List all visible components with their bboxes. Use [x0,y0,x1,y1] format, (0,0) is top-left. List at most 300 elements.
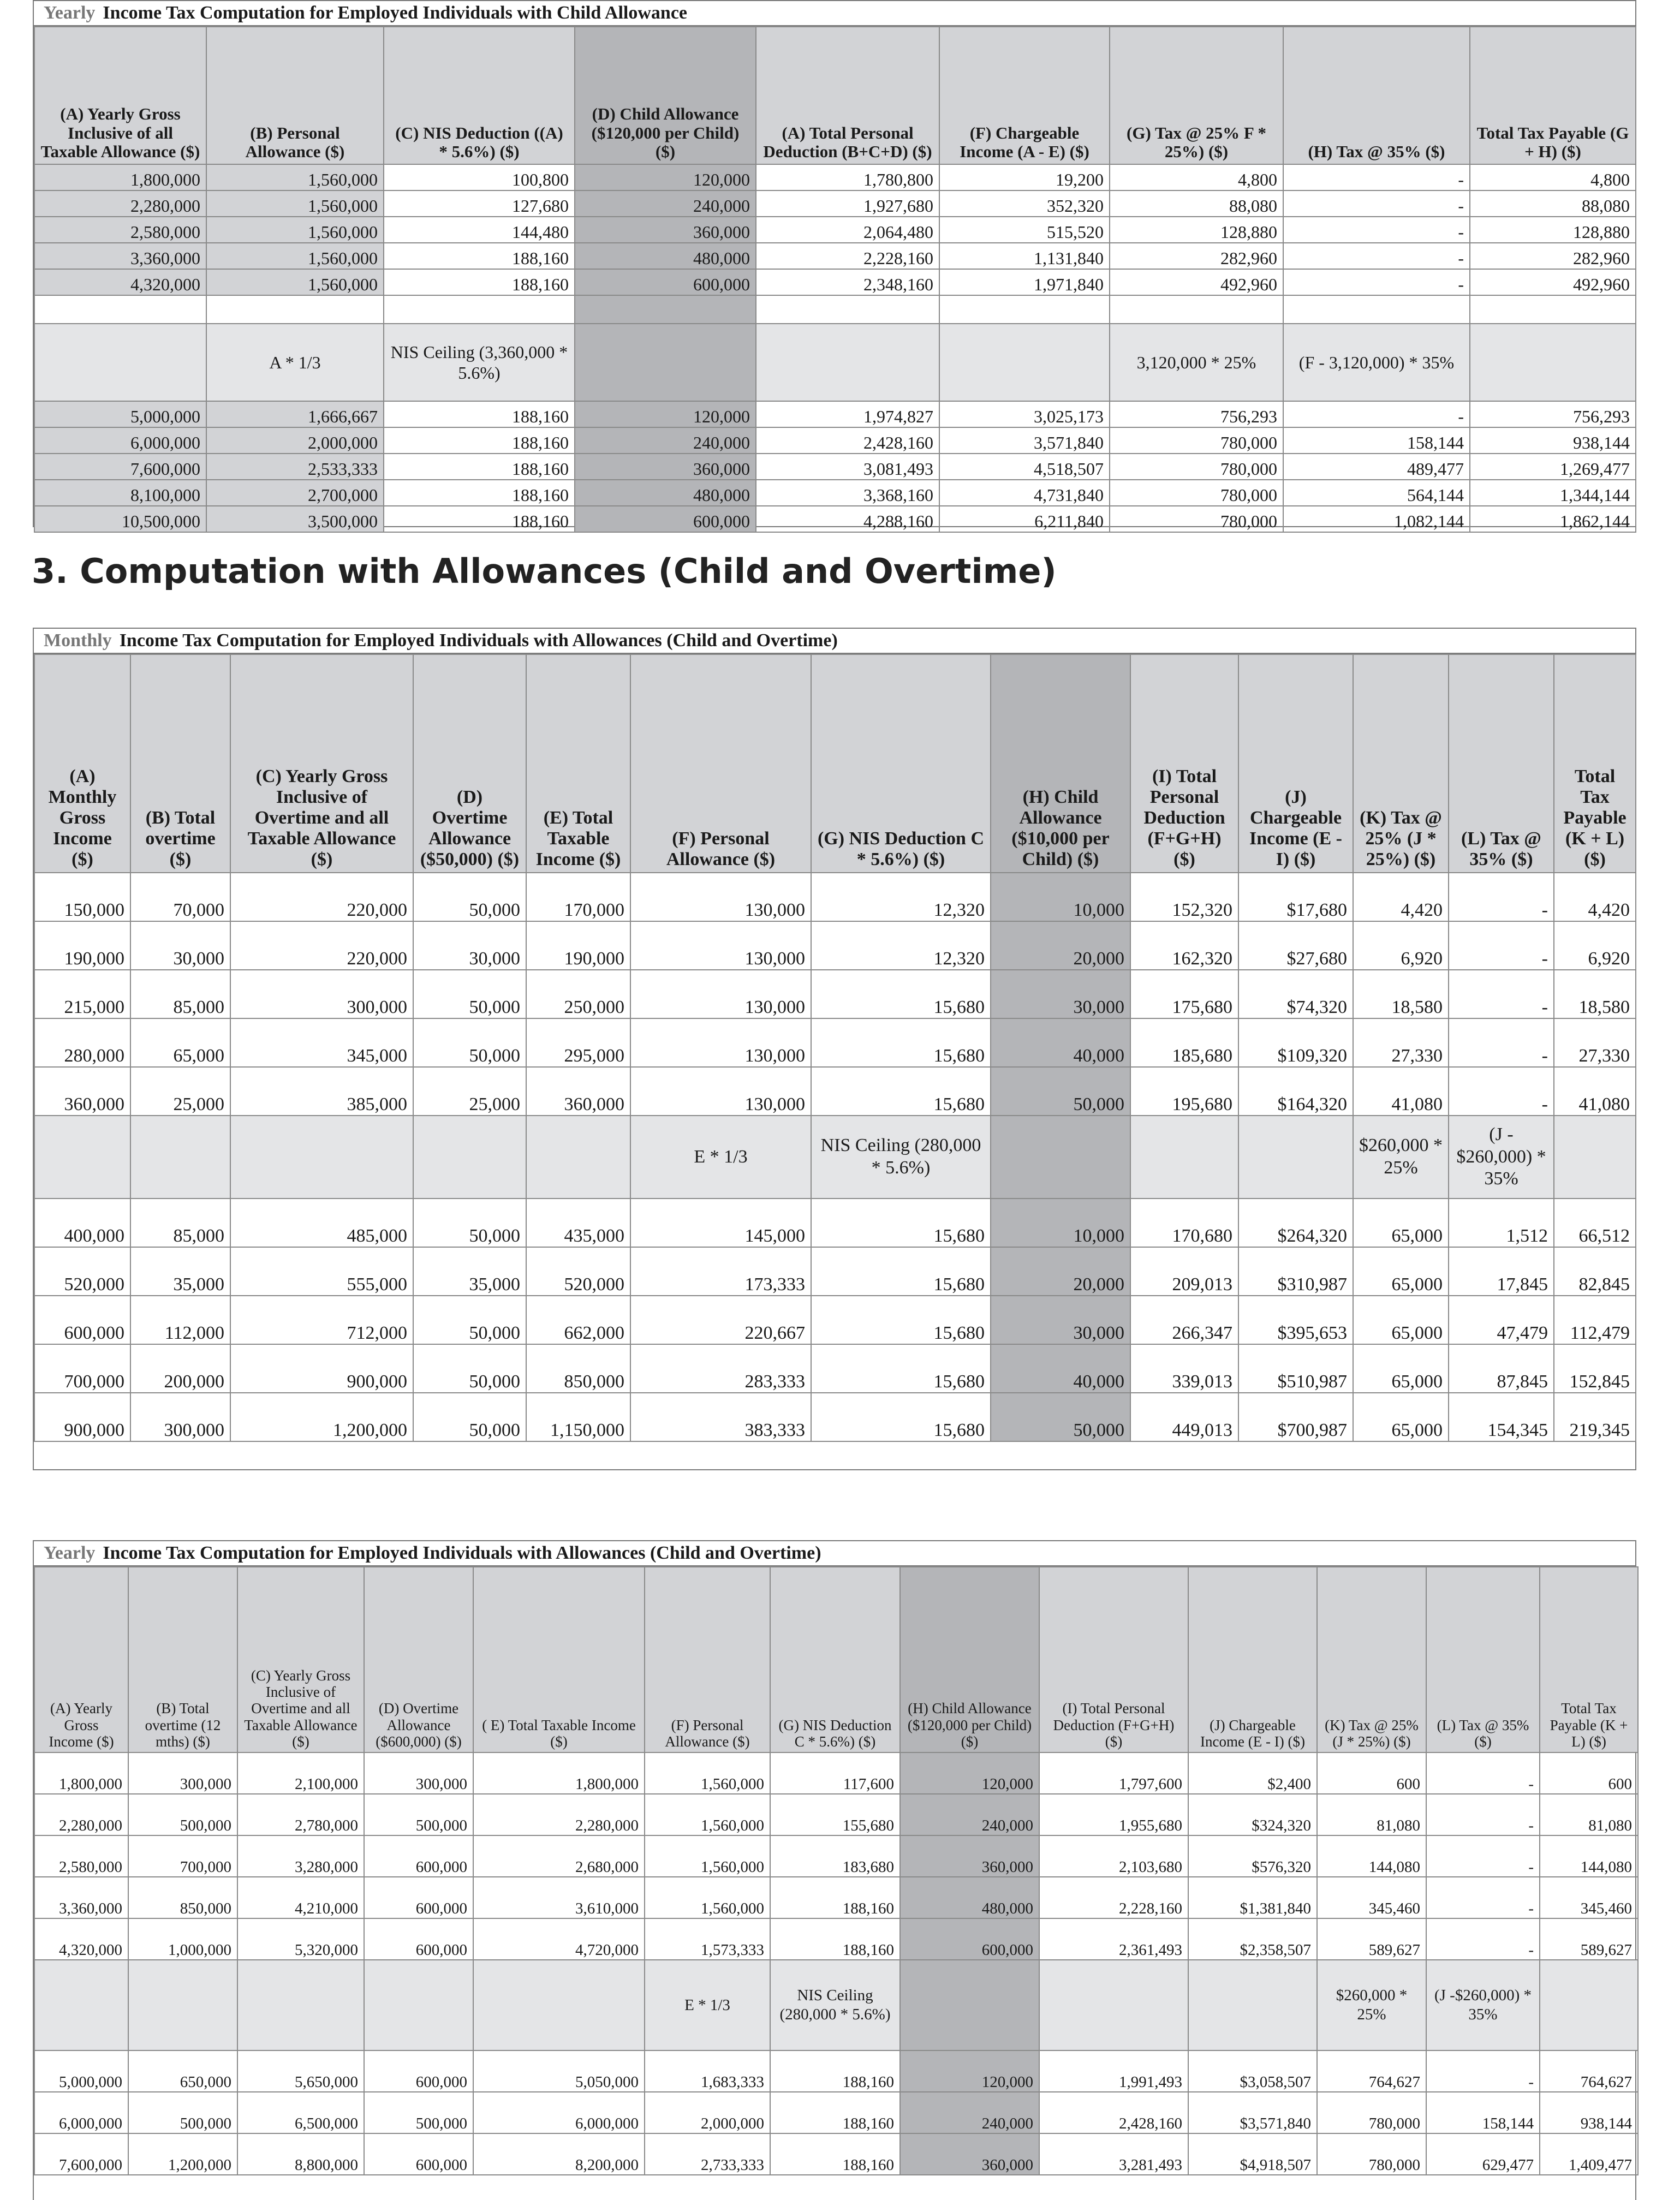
table-cell: 489,477 [1283,454,1470,480]
table-cell: 5,320,000 [237,1918,364,1960]
table-cell: 1,000,000 [128,1918,237,1960]
table-cell: 756,293 [1470,401,1636,427]
table-cell: 2,228,160 [756,243,939,269]
table-cell: 764,627 [1540,2050,1638,2092]
table-cell: 600,000 [364,2050,473,2092]
table-cell: 87,845 [1449,1344,1554,1393]
table-cell: 4,420 [1554,873,1636,921]
table-cell: - [1283,243,1470,269]
table-cell: 8,100,000 [34,480,206,506]
table-cell: 282,960 [1110,243,1283,269]
table-row [34,1067,1636,1116]
header-row [34,27,1636,164]
table-cell: 1,560,000 [645,1835,770,1877]
table-cell: 2,680,000 [473,1835,645,1877]
table-cell: 6,920 [1554,921,1636,970]
spacer-cell [384,295,575,324]
table-cell: 3,281,493 [1039,2133,1188,2175]
table-cell: 154,345 [1449,1393,1554,1441]
table-row [34,1247,1636,1296]
column-header: (H) Tax @ 35% ($) [1283,27,1470,164]
table-cell: 250,000 [526,970,630,1018]
table-row [34,1296,1636,1344]
table-cell: 780,000 [1110,480,1283,506]
table-cell: 65,000 [1353,1344,1449,1393]
table-row [34,970,1636,1018]
table-cell: 30,000 [130,921,230,970]
table-cell: 1,573,333 [645,1918,770,1960]
table-cell: 188,160 [384,454,575,480]
column-header: (G) NIS Deduction C * 5.6%) ($) [811,654,991,873]
table-cell: 25,000 [413,1067,526,1116]
table-cell: 10,000 [991,1199,1130,1247]
table-row [34,2092,1638,2133]
table-row [34,506,1636,532]
formula-cell: (F - 3,120,000) * 35% [1283,324,1470,401]
table-cell: 41,080 [1554,1067,1636,1116]
table-cell: 1,800,000 [34,1752,128,1794]
table-cell: 2,280,000 [34,190,206,217]
formula-cell [939,324,1110,401]
table-cell: 1,409,477 [1540,2133,1638,2175]
table-cell: 2,100,000 [237,1752,364,1794]
table-cell: 1,971,840 [939,269,1110,295]
table-cell: 780,000 [1110,427,1283,454]
formula-cell [34,1960,128,2050]
table-cell: $395,653 [1238,1296,1353,1344]
table-cell: 764,627 [1317,2050,1426,2092]
table-cell: 300,000 [130,1393,230,1441]
table-cell: 19,200 [939,164,1110,190]
table-title: Income Tax Computation for Employed Individuals with Child Allowance [103,3,688,23]
table-cell: 780,000 [1317,2133,1426,2175]
formula-cell: (J -$260,000) * 35% [1426,1960,1540,2050]
formula-cell [991,1116,1130,1199]
table-cell: 780,000 [1110,506,1283,532]
table-cell: 50,000 [413,873,526,921]
table-cell: 2,733,333 [645,2133,770,2175]
column-header: (D) Overtime Allowance ($600,000) ($) [364,1567,473,1752]
table-cell: 5,650,000 [237,2050,364,2092]
table-cell: 240,000 [575,427,756,454]
table-row [34,1344,1636,1393]
table-cell: 3,571,840 [939,427,1110,454]
column-header: (C) NIS Deduction ((A) * 5.6%) ($) [384,27,575,164]
table-cell: 7,600,000 [34,2133,128,2175]
table-cell: 50,000 [413,970,526,1018]
table-cell: 485,000 [230,1199,413,1247]
table-caption [34,1,1635,26]
formula-cell [1554,1116,1636,1199]
formula-cell [237,1960,364,2050]
table-cell: 492,960 [1110,269,1283,295]
column-header: (K) Tax @ 25% (J * 25%) ($) [1353,654,1449,873]
table-cell: 1,344,144 [1470,480,1636,506]
table-cell: 162,320 [1130,921,1238,970]
table-cell: 4,800 [1470,164,1636,190]
table-cell: 4,420 [1353,873,1449,921]
formula-cell [34,324,206,401]
table-cell: 30,000 [991,1296,1130,1344]
table-cell: 780,000 [1317,2092,1426,2133]
table-cell: 4,518,507 [939,454,1110,480]
spacer-cell [939,295,1110,324]
table-cell: $74,320 [1238,970,1353,1018]
formula-cell: E * 1/3 [645,1960,770,2050]
table-cell: 20,000 [991,1247,1130,1296]
table-cell: 2,361,493 [1039,1918,1188,1960]
table-cell: 2,580,000 [34,1835,128,1877]
table-cell: 300,000 [128,1752,237,1794]
formula-cell [413,1116,526,1199]
table-cell: 12,320 [811,873,991,921]
table-cell: 85,000 [130,1199,230,1247]
table-cell: 190,000 [526,921,630,970]
table-cell: 700,000 [34,1344,130,1393]
column-header: (H) Child Allowance ($10,000 per Child) ($) [991,654,1130,873]
table-cell: 240,000 [900,2092,1039,2133]
table-cell: 188,160 [770,1918,900,1960]
table-cell: 589,627 [1317,1918,1426,1960]
formula-cell [364,1960,473,2050]
formula-cell: A * 1/3 [206,324,384,401]
table-cell: 30,000 [991,970,1130,1018]
table-row [34,2133,1638,2175]
spacer-cell [34,295,206,324]
column-header: (D) Overtime Allowance ($50,000) ($) [413,654,526,873]
table-cell: 900,000 [34,1393,130,1441]
table-cell: $2,358,507 [1188,1918,1317,1960]
table-cell: 383,333 [630,1393,811,1441]
column-header: (B) Total overtime ($) [130,654,230,873]
table-cell: 850,000 [128,1877,237,1918]
table-cell: 1,800,000 [34,164,206,190]
table-cell: 130,000 [630,1067,811,1116]
table-cell: 3,360,000 [34,243,206,269]
table-cell: 282,960 [1470,243,1636,269]
table-cell: 2,228,160 [1039,1877,1188,1918]
table-cell: $3,571,840 [1188,2092,1317,2133]
table-row [34,454,1636,480]
table-cell: 240,000 [575,190,756,217]
table-row [34,1393,1636,1441]
table-cell: 128,880 [1110,217,1283,243]
spacer-cell [206,295,384,324]
column-header: (I) Total Personal Deduction (F+G+H) ($) [1039,1567,1188,1752]
table-cell: 1,560,000 [206,269,384,295]
table-cell: 2,064,480 [756,217,939,243]
table-cell: 2,348,160 [756,269,939,295]
table-cell: 120,000 [900,1752,1039,1794]
formula-cell [1039,1960,1188,2050]
formula-cell: (J - $260,000) * 35% [1449,1116,1554,1199]
table-cell: 3,500,000 [206,506,384,532]
table-cell: 112,000 [130,1296,230,1344]
table-cell: 4,210,000 [237,1877,364,1918]
table-cell: 175,680 [1130,970,1238,1018]
table-cell: 339,013 [1130,1344,1238,1393]
table-cell: 27,330 [1554,1018,1636,1067]
table-cell: $164,320 [1238,1067,1353,1116]
table-cell: 120,000 [575,164,756,190]
table-row [34,164,1636,190]
table-cell: 220,667 [630,1296,811,1344]
table-cell: 190,000 [34,921,130,970]
table-cell: 158,144 [1283,427,1470,454]
table-cell: 25,000 [130,1067,230,1116]
table-cell: 2,428,160 [1039,2092,1188,2133]
formula-cell [575,324,756,401]
table-cell: 1,955,680 [1039,1794,1188,1835]
table-cell: 6,000,000 [473,2092,645,2133]
table-cell: 50,000 [991,1393,1130,1441]
table-cell: 65,000 [1353,1247,1449,1296]
table-cell: $576,320 [1188,1835,1317,1877]
table-row [34,269,1636,295]
table-cell: - [1449,873,1554,921]
column-header: (D) Child Allowance ($120,000 per Child) ($) [575,27,756,164]
table-cell: 295,000 [526,1018,630,1067]
table-cell: - [1449,970,1554,1018]
column-header: (C) Yearly Gross Inclusive of Overtime and all Taxable Allowance ($) [230,654,413,873]
table-cell: 5,000,000 [34,401,206,427]
table-cell: 1,512 [1449,1199,1554,1247]
table-cell: 65,000 [1353,1199,1449,1247]
table-cell: 600,000 [900,1918,1039,1960]
formula-cell [473,1960,645,2050]
table-period: Yearly [44,3,96,23]
table-cell: 360,000 [34,1067,130,1116]
table-cell: 88,080 [1110,190,1283,217]
table-cell: 629,477 [1426,2133,1540,2175]
table-cell: 6,920 [1353,921,1449,970]
spacer-cell [1470,295,1636,324]
table-cell: 215,000 [34,970,130,1018]
table-cell: 500,000 [128,1794,237,1835]
table-cell: 15,680 [811,1344,991,1393]
table-row [34,480,1636,506]
table-cell: 188,160 [384,269,575,295]
table-row [34,2050,1638,2092]
table-cell: 65,000 [1353,1296,1449,1344]
table-cell: 1,269,477 [1470,454,1636,480]
column-header: (L) Tax @ 35% ($) [1426,1567,1540,1752]
table-cell: 266,347 [1130,1296,1238,1344]
formula-cell [34,1116,130,1199]
table-cell: $510,987 [1238,1344,1353,1393]
table-cell: 117,600 [770,1752,900,1794]
table-cell: 300,000 [364,1752,473,1794]
table-cell: $2,400 [1188,1752,1317,1794]
table-cell: 15,680 [811,1296,991,1344]
table-cell: 500,000 [364,1794,473,1835]
table-cell: 188,160 [770,1877,900,1918]
table-cell: 152,320 [1130,873,1238,921]
table-cell: 155,680 [770,1794,900,1835]
formula-cell [526,1116,630,1199]
table-row [34,1199,1636,1247]
table-cell: 480,000 [575,243,756,269]
table-cell: $3,058,507 [1188,2050,1317,2092]
table-cell: 15,680 [811,1393,991,1441]
column-header: (A) Yearly Gross Inclusive of all Taxable Allowance ($) [34,27,206,164]
table-cell: 35,000 [413,1247,526,1296]
table-cell: 600,000 [575,269,756,295]
table-cell: 589,627 [1540,1918,1638,1960]
table-cell: 600,000 [364,1918,473,1960]
table-cell: 555,000 [230,1247,413,1296]
table-cell: 220,000 [230,873,413,921]
column-header: (E) Total Taxable Income ($) [526,654,630,873]
table-cell: 1,560,000 [206,217,384,243]
table-row [34,1877,1638,1918]
table-cell: $264,320 [1238,1199,1353,1247]
table-cell: 2,103,680 [1039,1835,1188,1877]
table-cell: 520,000 [526,1247,630,1296]
table-cell: 144,480 [384,217,575,243]
table-cell: 85,000 [130,970,230,1018]
table-cell: 360,000 [900,2133,1039,2175]
table-cell: 8,800,000 [237,2133,364,2175]
table-cell: 3,368,160 [756,480,939,506]
table-cell: 3,025,173 [939,401,1110,427]
formula-cell [1188,1960,1317,2050]
table-cell: 1,560,000 [645,1877,770,1918]
table-cell: 3,081,493 [756,454,939,480]
table-cell: 345,000 [230,1018,413,1067]
table-cell: - [1449,1067,1554,1116]
table-cell: 188,160 [770,2092,900,2133]
table-cell: 40,000 [991,1344,1130,1393]
table-cell: 2,280,000 [34,1794,128,1835]
table-cell: 1,991,493 [1039,2050,1188,2092]
table-cell: 3,280,000 [237,1835,364,1877]
table-cell: 650,000 [128,2050,237,2092]
table-cell: 2,280,000 [473,1794,645,1835]
table-cell: $109,320 [1238,1018,1353,1067]
table-caption [34,1541,1635,1566]
table-cell: 41,080 [1353,1067,1449,1116]
table-cell: 40,000 [991,1018,1130,1067]
column-header: (B) Total overtime (12 mths) ($) [128,1567,237,1752]
table-cell: 170,680 [1130,1199,1238,1247]
table-cell: 195,680 [1130,1067,1238,1116]
table-cell: 1,131,840 [939,243,1110,269]
table-cell: 2,780,000 [237,1794,364,1835]
table-cell: 70,000 [130,873,230,921]
table-cell: 15,680 [811,1199,991,1247]
data-table [34,1566,1639,2175]
formula-cell [1470,324,1636,401]
table-cell: 360,000 [526,1067,630,1116]
table-period: Yearly [44,1543,96,1563]
table-cell: 850,000 [526,1344,630,1393]
table-row [34,217,1636,243]
table-cell: 188,160 [770,2133,900,2175]
table-cell: 30,000 [413,921,526,970]
data-table [34,654,1636,1442]
table-cell: 2,580,000 [34,217,206,243]
table-cell: $17,680 [1238,873,1353,921]
table-cell: 112,479 [1554,1296,1636,1344]
formula-cell: 3,120,000 * 25% [1110,324,1283,401]
table-cell: 5,000,000 [34,2050,128,2092]
table-cell: 130,000 [630,1018,811,1067]
table-cell: 88,080 [1470,190,1636,217]
formula-cell: NIS Ceiling (3,360,000 * 5.6%) [384,324,575,401]
formula-row [34,324,1636,401]
table-cell: 600,000 [364,2133,473,2175]
table-row [34,1835,1638,1877]
column-header: (K) Tax @ 25% (J * 25%) ($) [1317,1567,1426,1752]
table-row [34,873,1636,921]
formula-cell: NIS Ceiling (280,000 * 5.6%) [770,1960,900,2050]
table-cell: 6,211,840 [939,506,1110,532]
table-cell: 152,845 [1554,1344,1636,1393]
table-cell: 564,144 [1283,480,1470,506]
column-header: Total Tax Payable (K + L) ($) [1554,654,1636,873]
yearly-allowances-table [33,1540,1636,2200]
table-cell: 120,000 [575,401,756,427]
table-cell: 360,000 [575,217,756,243]
table-title: Income Tax Computation for Employed Individuals with Allowances (Child and Overtime) [119,630,838,651]
formula-cell [1238,1116,1353,1199]
spacer-row [34,295,1636,324]
table-cell: - [1449,1018,1554,1067]
table-cell: 6,500,000 [237,2092,364,2133]
table-cell: $4,918,507 [1188,2133,1317,2175]
table-cell: 81,080 [1540,1794,1638,1835]
table-cell: 209,013 [1130,1247,1238,1296]
table-cell: $700,987 [1238,1393,1353,1441]
table-cell: 2,000,000 [645,2092,770,2133]
column-header: (G) Tax @ 25% F * 25%) ($) [1110,27,1283,164]
table-cell: - [1283,217,1470,243]
table-cell: 120,000 [900,2050,1039,2092]
table-cell: 3,610,000 [473,1877,645,1918]
table-cell: 700,000 [128,1835,237,1877]
column-header: (A) Total Personal Deduction (B+C+D) ($) [756,27,939,164]
table-cell: 900,000 [230,1344,413,1393]
table-cell: 12,320 [811,921,991,970]
column-header: (F) Chargeable Income (A - E) ($) [939,27,1110,164]
table-cell: 1,797,600 [1039,1752,1188,1794]
table-cell: 188,160 [384,427,575,454]
column-header: (F) Personal Allowance ($) [630,654,811,873]
formula-cell: E * 1/3 [630,1116,811,1199]
table-cell: 18,580 [1353,970,1449,1018]
table-cell: 360,000 [575,454,756,480]
table-cell: 1,560,000 [206,243,384,269]
formula-row [34,1960,1638,2050]
table-cell: 183,680 [770,1835,900,1877]
table-row [34,243,1636,269]
table-cell: $27,680 [1238,921,1353,970]
table-cell: 82,845 [1554,1247,1636,1296]
table-cell: 47,479 [1449,1296,1554,1344]
table-cell: 1,560,000 [645,1752,770,1794]
table-cell: - [1283,190,1470,217]
table-cell: - [1426,1835,1540,1877]
yearly-child-allowance-table [33,0,1636,531]
table-cell: 1,683,333 [645,2050,770,2092]
table-cell: 188,160 [384,506,575,532]
column-header: (C) Yearly Gross Inclusive of Overtime and all Taxable Allowance ($) [237,1567,364,1752]
column-header: ( E) Total Taxable Income ($) [473,1567,645,1752]
table-cell: 600 [1317,1752,1426,1794]
table-cell: - [1426,2050,1540,2092]
table-cell: 127,680 [384,190,575,217]
